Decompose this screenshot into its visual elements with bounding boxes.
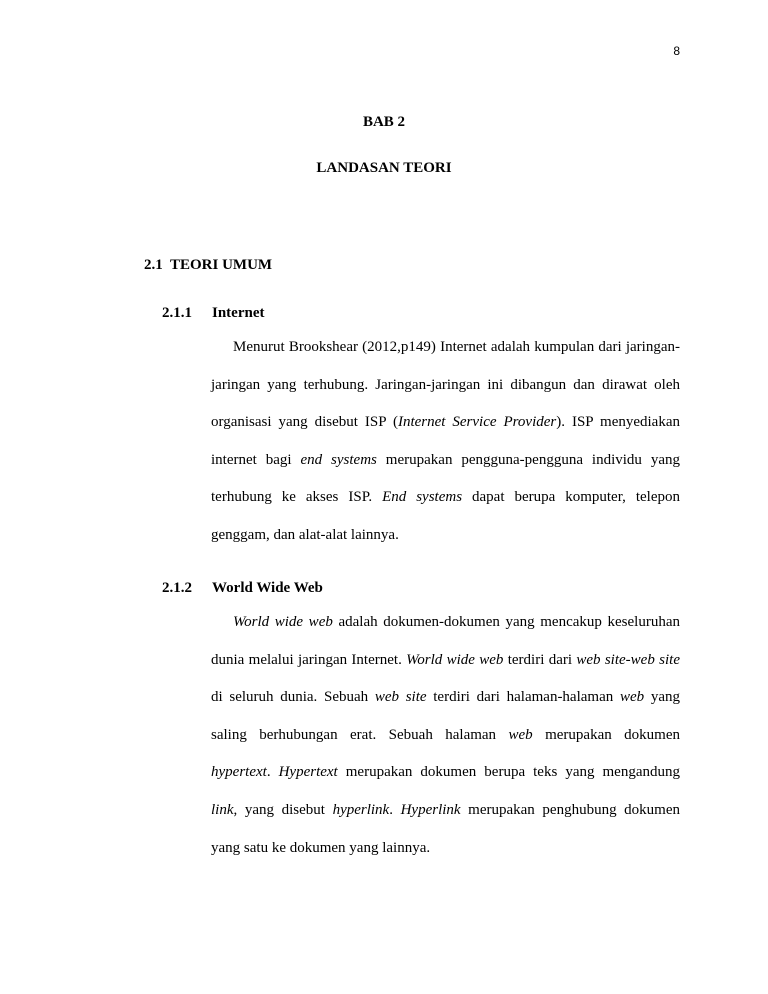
- text-run: .: [389, 801, 401, 818]
- italic-term: End systems: [382, 489, 463, 506]
- text-run: yang saling berhubungan erat. Sebuah halaman: [211, 689, 680, 743]
- text-run: Menurut Brookshear (2012,p149) Internet adalah kumpulan dari jaringan-jaringan yang terhubung. Jaringan-jaringan ini dibangun dan dirawat oleh organisasi yang disebut ISP (: [211, 339, 680, 431]
- text-run: merupakan dokumen berupa teks yang mengandung: [337, 764, 680, 781]
- subsection-heading-internet: [162, 305, 265, 322]
- text-run: .: [266, 764, 279, 781]
- page-number: 8: [673, 44, 680, 58]
- subsection-title: World Wide Web: [212, 580, 323, 596]
- italic-term: hypertext: [211, 764, 267, 781]
- text-run: , yang disebut: [233, 801, 333, 818]
- text-run: terdiri dari halaman-halaman: [426, 689, 620, 706]
- text-run: di seluruh dunia. Sebuah: [211, 689, 375, 706]
- chapter-number: BAB 2: [362, 114, 406, 130]
- text-run: terdiri dari: [503, 651, 577, 668]
- italic-term: Internet Service Provider: [397, 414, 557, 431]
- italic-term: link: [211, 801, 234, 818]
- section-heading: 2.1 TEORI UMUM: [144, 257, 273, 273]
- text-run: ). ISP menyediakan internet bagi: [211, 414, 681, 468]
- text-run: adalah dokumen-dokumen yang mencakup keseluruhan dunia melalui jaringan Internet.: [211, 614, 680, 668]
- text-run: dapat berupa komputer, telepon genggam, dan alat-alat lainnya.: [211, 489, 680, 543]
- italic-term: World wide web: [406, 651, 504, 668]
- italic-term: web: [508, 726, 533, 743]
- text-run: merupakan pengguna-pengguna individu yang terhubung ke akses ISP.: [211, 451, 680, 506]
- text-run: merupakan penghubung dokumen yang satu ke dokumen yang lainnya.: [211, 801, 680, 856]
- italic-term: hyperlink: [332, 801, 390, 818]
- italic-term: web: [619, 689, 645, 706]
- italic-term: Hypertext: [278, 764, 338, 781]
- subsection-number: 2.1.1: [162, 305, 192, 321]
- subsection-heading-www: [162, 580, 323, 597]
- italic-term: World wide web: [233, 614, 333, 630]
- italic-term: end systems: [300, 451, 377, 468]
- italic-term: web site-web site: [576, 651, 680, 668]
- italic-term: web site: [374, 689, 427, 706]
- subsection-title: Internet: [212, 305, 265, 321]
- italic-term: Hyperlink: [400, 801, 461, 818]
- subsection-number: 2.1.2: [162, 580, 192, 596]
- paragraph-internet: [211, 329, 680, 555]
- text-run: merupakan dokumen: [532, 726, 680, 743]
- chapter-title: LANDASAN TEORI: [316, 160, 452, 176]
- paragraph-www: [211, 604, 680, 867]
